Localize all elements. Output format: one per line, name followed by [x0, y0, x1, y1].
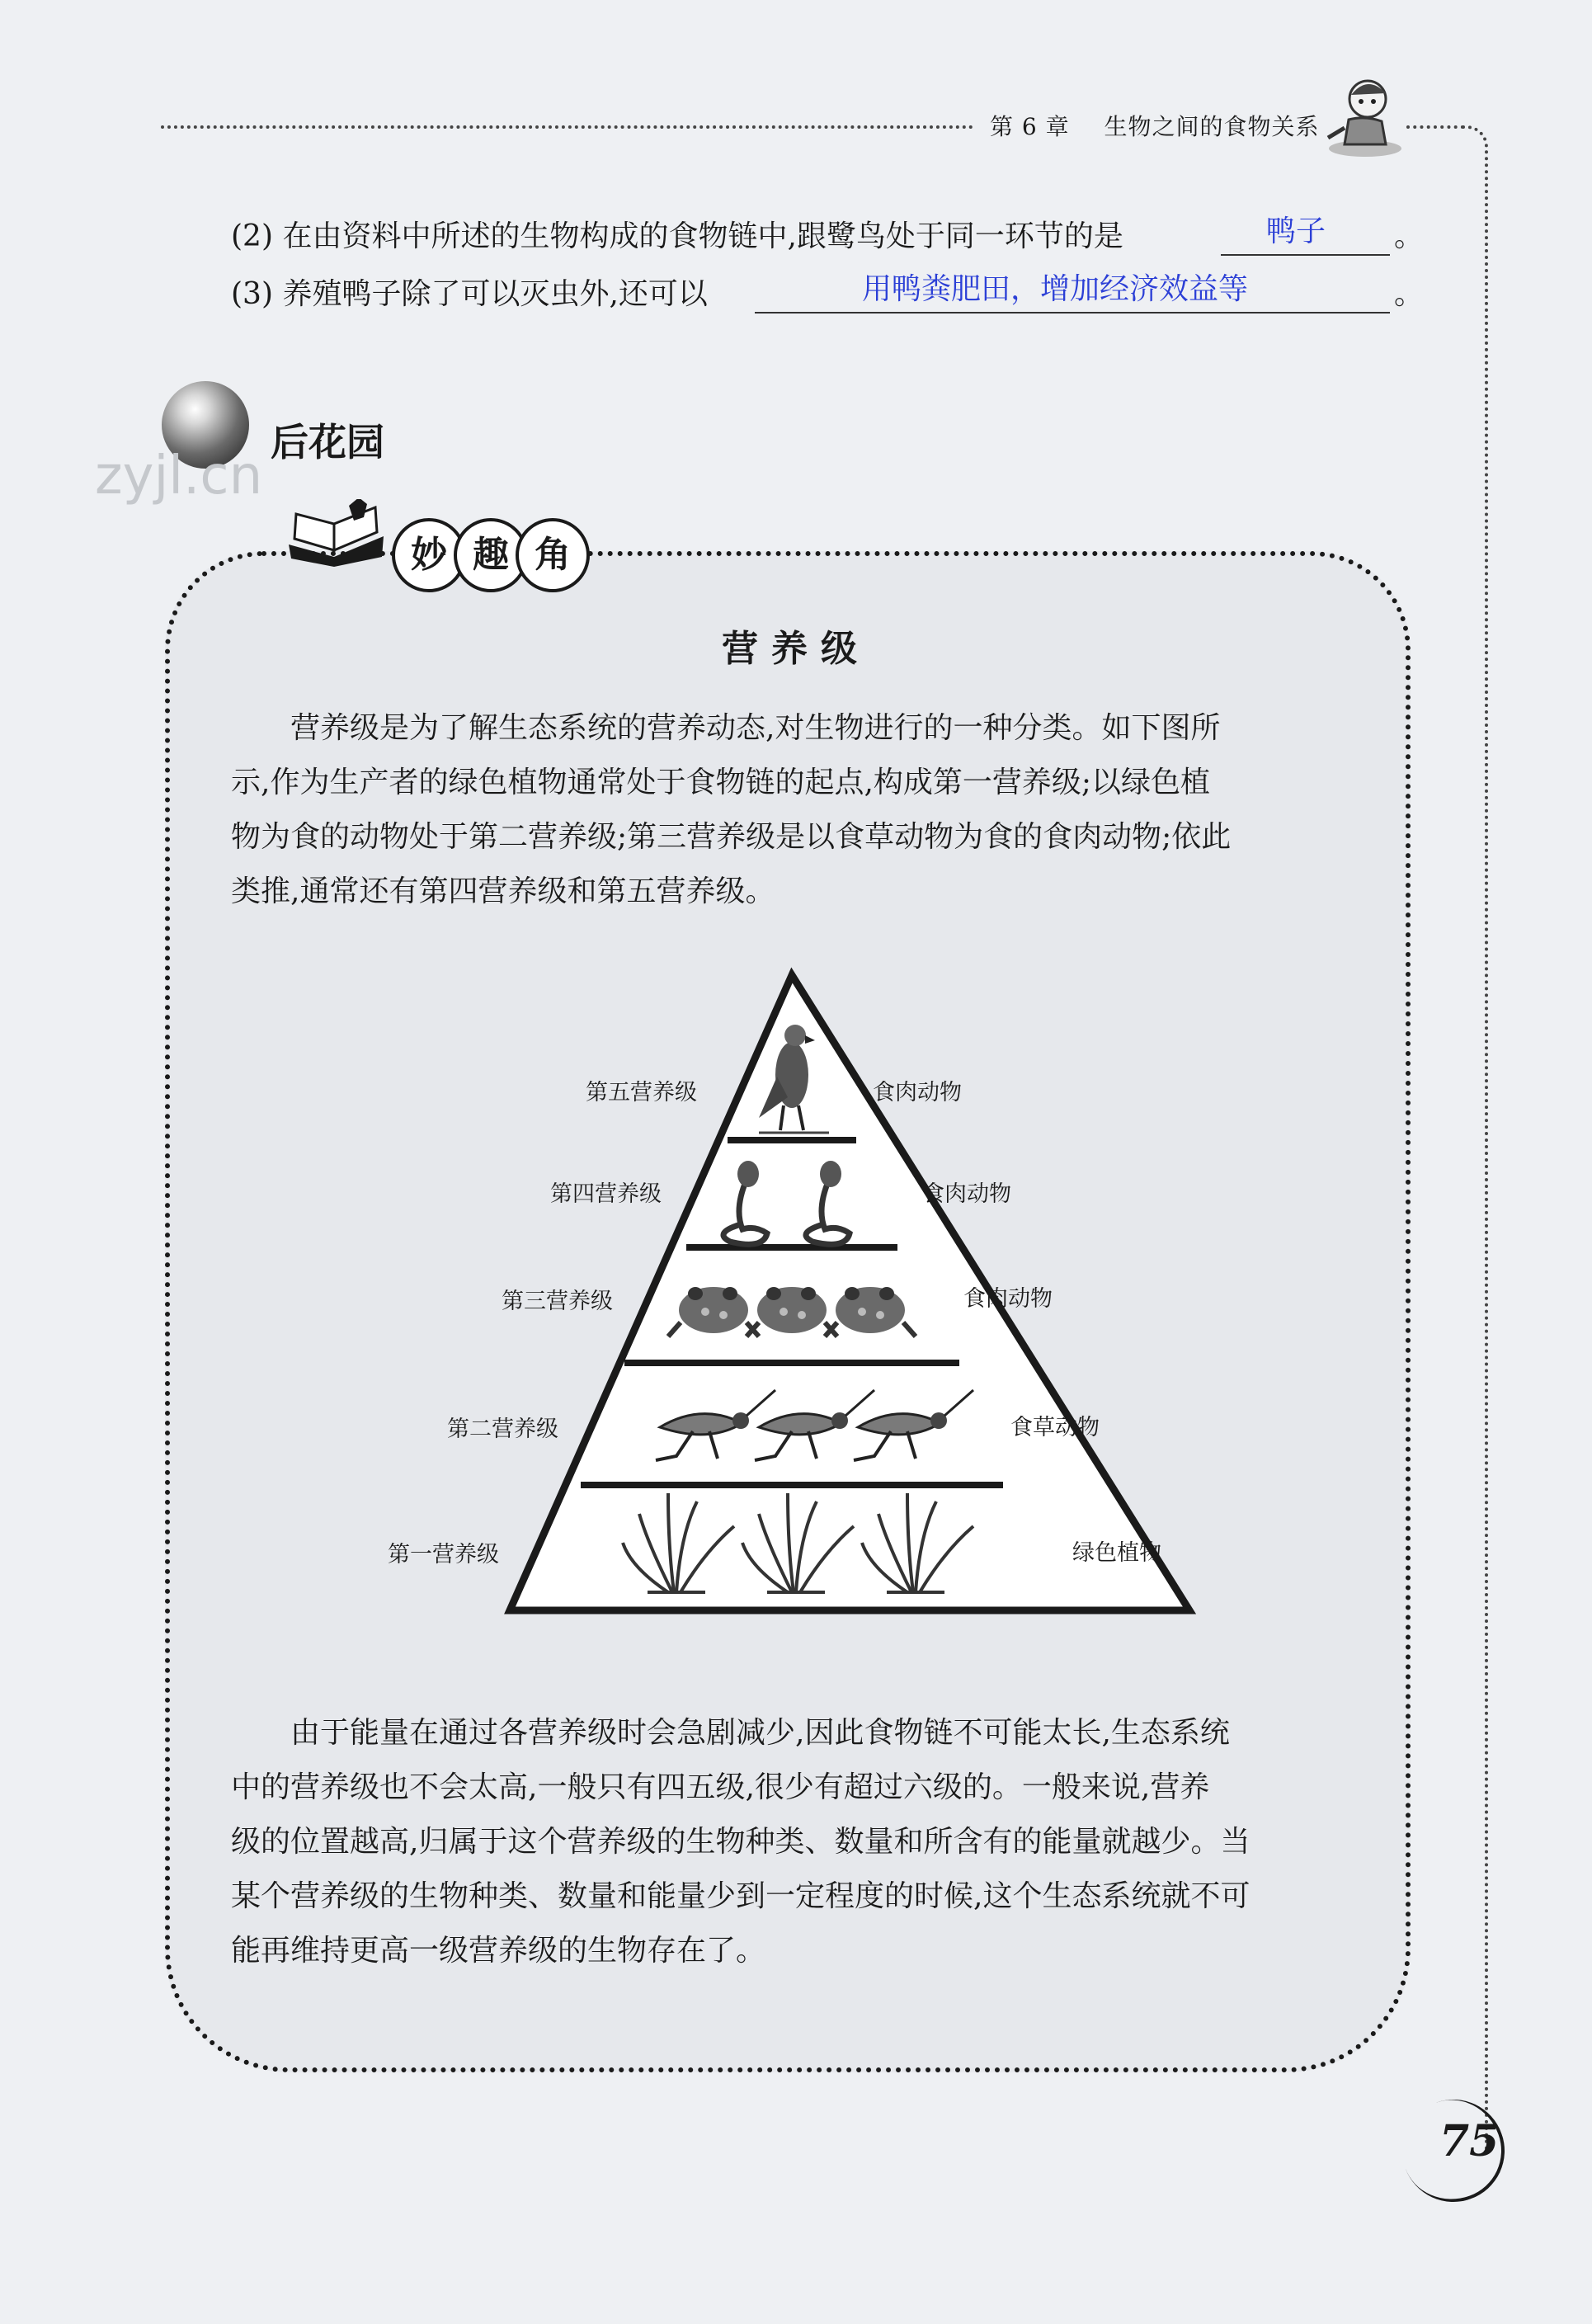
mascot-icon — [1320, 70, 1411, 161]
page-number: 75 — [1439, 2116, 1500, 2166]
level-5-name: 第五营养级 — [586, 1080, 697, 1105]
level-5-type: 食肉动物 — [873, 1080, 962, 1105]
level-4-type: 食肉动物 — [922, 1181, 1011, 1207]
answer-2: 鸭子 — [1266, 214, 1326, 248]
chapter-title: 生物之间的食物关系 — [1104, 113, 1320, 140]
fun-tag-qu: 趣 — [454, 518, 528, 592]
watermark: zyjl.cn — [95, 445, 263, 507]
fun-tag-jiao: 角 — [516, 518, 590, 592]
question-3-end: 。 — [1394, 277, 1425, 311]
level-3-name: 第三营养级 — [502, 1289, 613, 1314]
level-4-name: 第四营养级 — [550, 1181, 662, 1207]
book-icon — [285, 499, 392, 569]
level-3-type: 食肉动物 — [963, 1286, 1053, 1312]
running-header — [990, 109, 1319, 142]
page-margin-rule — [1463, 125, 1488, 2150]
answer-blank-2[interactable] — [1221, 254, 1390, 256]
level-1-type: 绿色植物 — [1072, 1540, 1161, 1566]
trophic-pyramid — [363, 965, 1221, 1625]
question-2-end: 。 — [1394, 219, 1425, 253]
header-rule — [161, 125, 973, 129]
question-2: (2) 在由资料中所述的生物构成的食物链中,跟鹭鸟处于同一环节的是 — [231, 219, 1123, 253]
article-title: 营养级 — [722, 628, 870, 670]
answer-blank-3[interactable] — [755, 312, 1390, 313]
answer-3: 用鸭粪肥田，增加经济效益等 — [862, 272, 1249, 306]
conclusion-paragraph: 由于能量在通过各营养级时会急剧减少,因此食物链不可能太长,生态系统 中的营养级也不会太高,一般只有四五级,很少有超过六级的。一般来说,营养 级的位置越高,归属于这个营养级的生物种类、数量和所含有的能量就越少。当 某个营养级的生物种类、数量和能量少到一定程度的时候,这个生态系统就不可 能再维持更高一级营养级的生物存在了。 — [231, 1716, 1251, 1968]
chapter-number: 第 6 章 — [990, 113, 1070, 140]
fun-tag-miao: 妙 — [392, 518, 466, 592]
header-rule-right — [1406, 125, 1464, 129]
level-1-name: 第一营养级 — [388, 1542, 499, 1567]
level-2-type: 食草动物 — [1010, 1415, 1100, 1440]
question-3: (3) 养殖鸭子除了可以灭虫外,还可以 — [231, 277, 708, 311]
section-title: 后花园 — [271, 420, 384, 464]
intro-paragraph: 营养级是为了解生态系统的营养动态,对生物进行的一种分类。如下图所 示,作为生产者的绿色植物通常处于食物链的起点,构成第一营养级;以绿色植 物为食的动物处于第二营养级;第三营养级是以食草动物为食的食肉动物;依此 类推,通常还有第四营养级和第五营养级。 — [231, 711, 1232, 908]
level-2-name: 第二营养级 — [447, 1417, 558, 1442]
